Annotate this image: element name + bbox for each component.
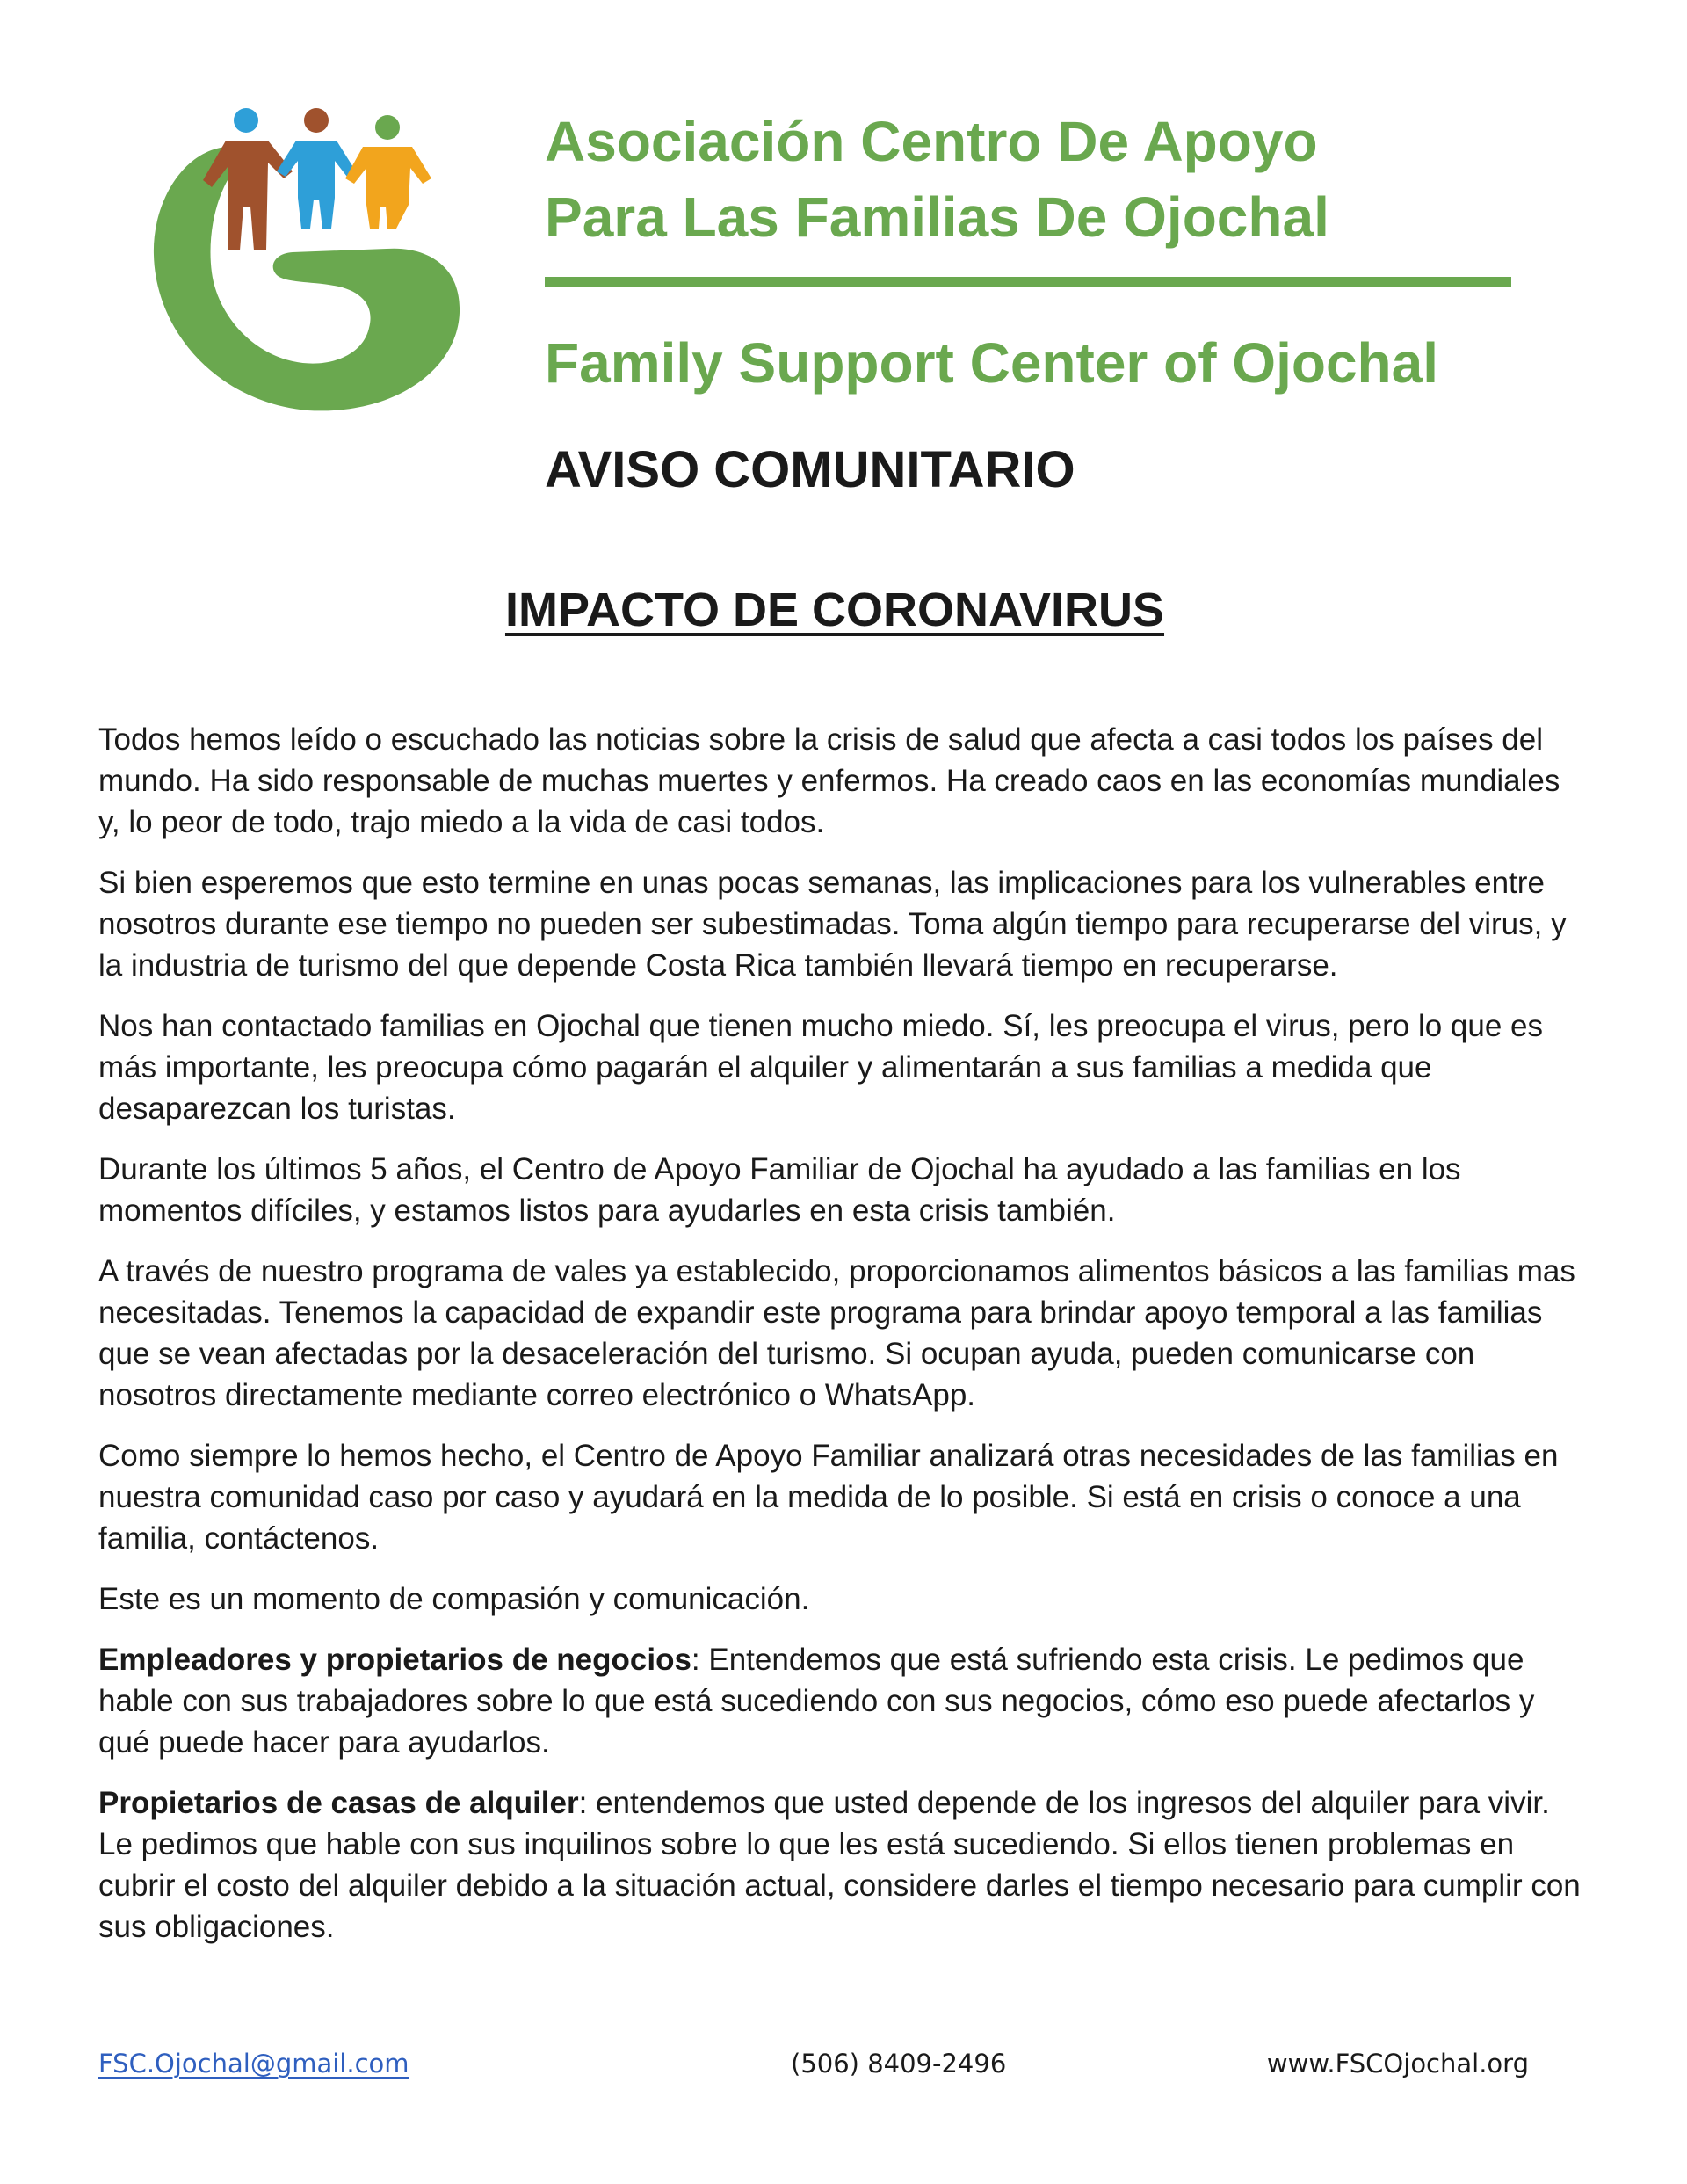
paragraph: Como siempre lo hemos hecho, el Centro de Apoyo Familiar analizará otras necesidades de las familias en nuestra comunidad caso por caso y ayudará en la medida de lo posible. Si está en crisis o conoce a una familia, contáctenos. <box>98 1439 1559 1556</box>
landlords-label: Propietarios de casas de alquiler <box>98 1786 579 1820</box>
footer-email-link[interactable]: FSC.Ojochal@gmail.com <box>98 2049 409 2079</box>
paragraph: Este es un momento de compasión y comunicación. <box>98 1582 810 1616</box>
paragraph: A través de nuestro programa de vales ya establecido, proporcionamos alimentos básicos a las familias mas necesitadas. Tenemos la capacidad de expandir este programa para brindar apoyo temporal a las familias que se vean afectadas por la desaceleración del turismo. Si ocupan ayuda, pueden comunicarse con nosotros directamente mediante correo electrónico o WhatsApp. <box>98 1254 1575 1412</box>
landlords-text: : entendemos que usted depende de los ingresos del alquiler para vivir. Le pedimos que hable con sus inquilinos sobre lo que les está sucediendo. Si ellos tienen problemas en cubrir el costo del alquiler debido a la situación actual, considere darles el tiempo necesario para cumplir con sus obligaciones. <box>98 1786 1581 1944</box>
organization-name-spanish <box>545 104 1564 255</box>
paragraph: Durante los últimos 5 años, el Centro de Apoyo Familiar de Ojochal ha ayudado a las familias en los momentos difíciles, y estamos listos para ayudarles en esta crisis también. <box>98 1152 1461 1228</box>
paragraph: Si bien esperemos que esto termine en unas pocas semanas, las implicaciones para los vulnerables entre nosotros durante ese tiempo no pueden ser subestimadas. Toma algún tiempo para recuperarse del virus, y la industria de turismo del que depende Costa Rica también llevará tiempo en recuperarse. <box>98 866 1567 983</box>
document-body <box>98 719 1588 1967</box>
footer <box>0 2044 1687 2088</box>
employers-paragraph <box>98 1639 1588 1763</box>
organization-name-english: Family Support Center of Ojochal <box>545 331 1438 395</box>
organization-name-spanish-line1: Asociación Centro De Apoyo <box>545 110 1318 173</box>
orange-figure-head <box>375 115 400 140</box>
notice-label: AVISO COMUNITARIO <box>545 441 1075 498</box>
employers-text: : Entendemos que está sufriendo esta crisis. Le pedimos que hable con sus trabajadores sobre lo que está sucediendo con sus negocios, cómo eso puede afectarlos y qué puede hacer para ayudarlos. <box>98 1643 1535 1760</box>
organization-name-spanish-line2: Para Las Familias De Ojochal <box>545 185 1329 249</box>
blue-figure-head <box>304 108 329 133</box>
paragraph: Todos hemos leído o escuchado las noticias sobre la crisis de salud que afecta a casi todos los países del mundo. Ha sido responsable de muchas muertes y enfermos. Ha creado caos en las economías mundiales y, lo peor de todo, trajo miedo a la vida de casi todos. <box>98 722 1560 839</box>
footer-phone: (506) 8409-2496 <box>791 2049 1007 2079</box>
landlords-paragraph <box>98 1782 1588 1948</box>
orange-figure-body <box>345 147 431 229</box>
blue-figure-body <box>277 141 356 229</box>
hand-holding-family-icon <box>145 101 466 413</box>
brown-figure-head <box>234 108 258 133</box>
employers-label: Empleadores y propietarios de negocios <box>98 1643 691 1677</box>
document-title: IMPACTO DE CORONAVIRUS <box>504 584 1165 636</box>
footer-website: www.FSCOjochal.org <box>1266 2049 1529 2079</box>
header-divider <box>545 277 1511 287</box>
paragraph: Nos han contactado familias en Ojochal que tienen mucho miedo. Sí, les preocupa el virus, pero lo que es más importante, les preocupa cómo pagarán el alquiler y alimentarán a sus familias a medida que desaparezcan los turistas. <box>98 1009 1544 1126</box>
